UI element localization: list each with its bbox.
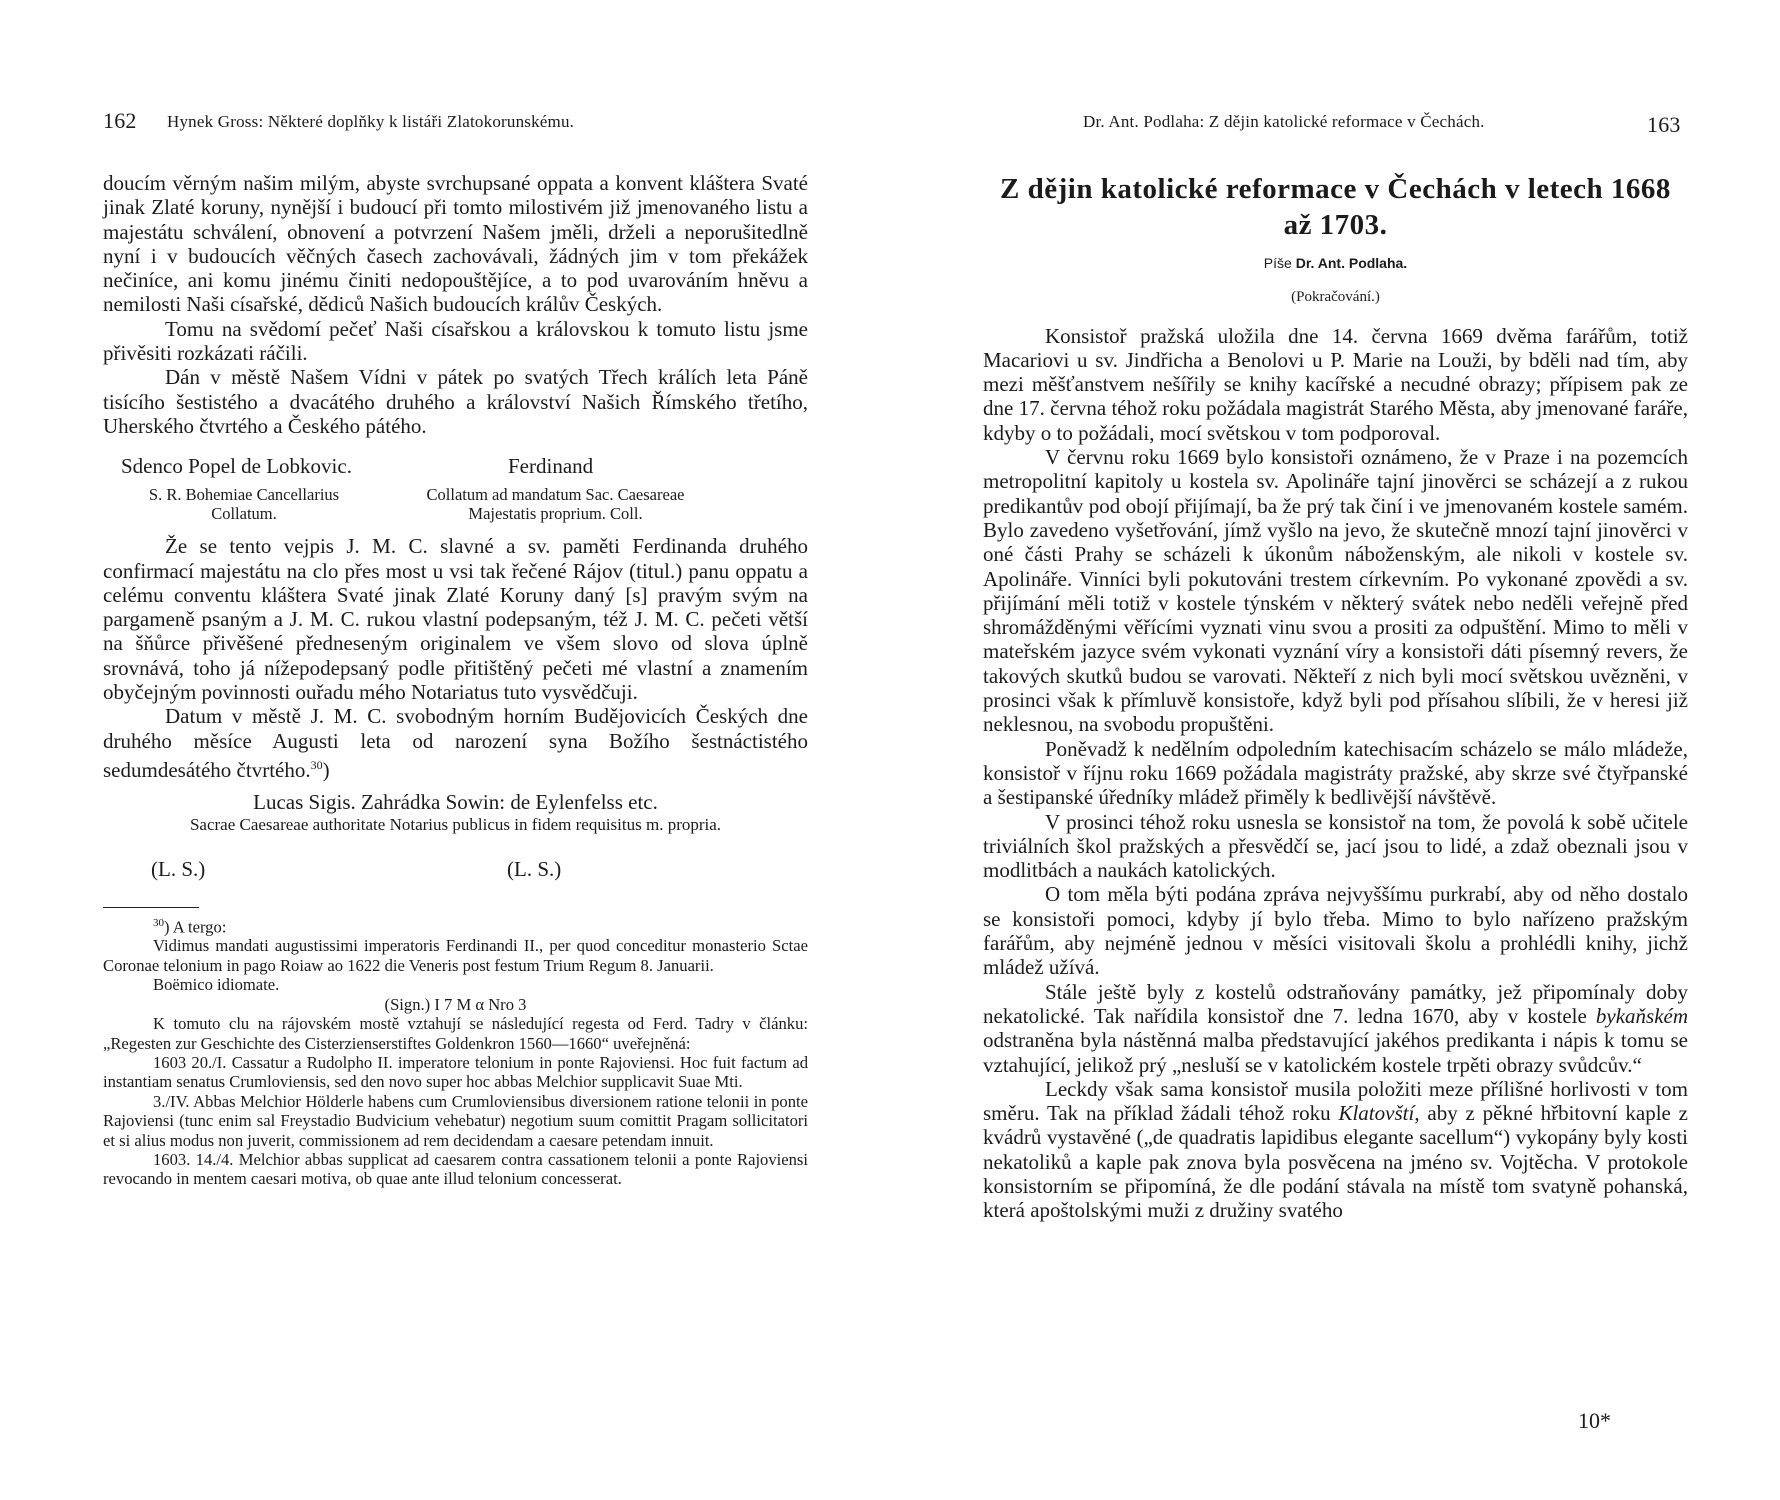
- right-header-title: Dr. Ant. Podlaha: Z dějin katolické reformace v Čechách.: [1083, 112, 1485, 131]
- left-paragraph-2: Tomu na svědomí pečeť Naši císařskou a královskou k tomuto listu jsme přivěsiti rozkázati ráčili.: [103, 316, 808, 366]
- footnote-lead-text: ) A tergo:: [164, 917, 227, 937]
- footnote-line-2: Boëmico idiomate.: [153, 975, 280, 995]
- left-paragraph-3: Dán v městě Našem Vídni v pátek po svatých Třech králích leta Páně tisícího šestistého a dvacátého druhého a království Našich Římského třetího, Uherského čtvrtého a Českého pátého.: [103, 365, 808, 438]
- footnote-more-4: 1603. 14./4. Melchior abbas supplicat ad caesarem contra cassationem telonii a ponte Rajoviensi revocando in mentem caesari motiva, ob quae ante illud telonium concesserat.: [103, 1149, 808, 1189]
- right-paragraph-7: [983, 1077, 1688, 1223]
- signature-ferdinand-title-line2: Majestatis proprium. Coll.: [468, 504, 643, 524]
- left-paragraph-5-text: Datum v městě J. M. C. svobodným horním Budějovicích Českých dne druhého měsíce Augusti leta od narození syna Božího šestnáctistého sedumdesátého čtvrtého.: [103, 704, 808, 782]
- author-name: Dr. Ant. Podlaha.: [1295, 255, 1408, 271]
- right-paragraph-4: V prosinci téhož roku usnesla se konsistoř na tom, že povolá k sobě učitele triviálních škol pražských a přesvědčí se, jací jsou to lidé, a zdaž obeznali jsou v modlitbách a naukách katolických.: [983, 809, 1688, 883]
- footnote-line-1: Vidimus mandati augustissimi imperatoris Ferdinandi II., per quod conceditur monasterio Sctae Coronae telonium in pago Roiaw ao 1622 die Veneris post festum Trium Regum 8. Januarii.: [103, 936, 808, 975]
- right-paragraph-6: [983, 980, 1688, 1077]
- right-column: [983, 171, 1688, 1223]
- right-paragraph-2: V červnu roku 1669 bylo konsistoři oznámeno, že v Praze i na pozemcích metropolitní kapitoly u kostela sv. Apolináře tajní jinověrci se scházejí a z rukou predikantův pod obojí přijímají, ba že prý tak činí i ve jmenovaném kostele samém. Bylo zavedeno vyšetřování, jímž vyšlo na jevo, že skutečně mnozí tajní jinověrci v oné části Prahy se scházeli k úkonům náboženským, ale nikoli v kostele sv. Apolináře. Vinníci byli pokutováni trestem církevním. Po vykonané zpovědi a sv. přijímání měli totiž v kostele týnském v některý svátek nebo neděli veřejně před shromážděnými věřícími vyznati vinu svou a prositi za odpuštění. Mimo to měli v mateřském jazyce svém vykonati vyznání víry a konsistoři dáti písemný revers, že takových skutků budou se varovati. Někteří z nich byli mocí světskou uvězněni, v prosinci však k přímluvě konsistoře, když byli pod přísahou slíbili, že v heresi již neklesnou, na svobodu propuštěni.: [983, 445, 1688, 737]
- right-paragraph-6-a: Stále ještě byly z kostelů odstraňovány památky, jež připomínaly doby nekatolické. Tak nařídila konsistoř dne 7. ledna 1670, aby v kostele: [983, 979, 1688, 1028]
- left-paragraph-1: doucím věrným našim milým, abyste svrchupsané oppata a konvent kláštera Svaté jinak Zlaté koruny, nynější i budoucí při tomto milostivém již jmenovaného listu a majestátu schválení, obnovení a potvrzení Našem jměli, drželi a neporušitedlně nyní i v budoucích věčných časech zachovávali, žádných jim v tom překážek nečiníce, ani komu jinému činiti nedopouštějíce, a to pod uvarováním hněvu a nemilosti Naši císařské, dědiců Našich budoucích králův Českých.: [103, 171, 808, 317]
- right-paragraph-1: Konsistoř pražská uložila dne 14. června 1669 dvěma farářům, totiž Macariovi u sv. Jindřicha a Benolovi u P. Marie na Louži, by bděli nad tím, aby mezi měšťanstvem nešířily se knihy kacířské a necudné obrazy; přípisem pak ze dne 17. června téhož roku požádala magistrát Starého Města, aby jmenované faráře, kdyby o to požádali, mocí světskou v tom podporoval.: [983, 323, 1688, 445]
- signatures-block: [103, 454, 808, 526]
- right-page: [890, 0, 1780, 1500]
- footnote-sign: (Sign.) I 7 M α Nro 3: [384, 994, 527, 1014]
- seal-marks: [103, 849, 808, 889]
- signature-lobkovic: Sdenco Popel de Lobkovic.: [121, 454, 352, 479]
- signature-ferdinand: Ferdinand: [508, 454, 594, 479]
- article-title: Z dějin katolické reformace v Čechách v letech 1668 až 1703.: [1000, 173, 1671, 241]
- signature-mark: 10*: [1578, 1408, 1611, 1433]
- left-paragraph-4: Že se tento vejpis J. M. C. slavné a sv. paměti Ferdinanda druhého confirmací majestátu na clo přes most u vsi tak řečené Rájov (titul.) panu oppatu a celému conventu kláštera Svaté jinak Zlaté Koruny daný [s] pravým svým na pargameně psaným a J. M. C. rukou vlastní podepsaným, též J. M. C. pečeti větší na šňůrce přivěšené předneseným originalem ve všem slovo od slova úplně srovnává, toho já nížepodepsaný podle přitištěný pečeti mé vlastní a znamením obyčejným povinnosti ouřadu mého Notariatus tuto vysvědčuji.: [103, 534, 808, 705]
- footnote-marker: 30: [153, 916, 164, 929]
- notary-subline: Sacrae Caesareae authoritate Notarius publicus in fidem requisitus m. propria.: [189, 814, 722, 834]
- author-prefix: Píše: [1263, 255, 1292, 271]
- footnote-more-2: 1603 20./I. Cassatur a Rudolpho II. imperatore telonium in ponte Rajoviensi. Hoc fuit factum ad instantiam senatus Crumloviensis, sed den novo super hoc abbas Melchior supplicavit Suae Mti.: [103, 1052, 808, 1092]
- left-paragraph-5: Datum v městě J. M. C. svobodným horním Budějovicích Českých dne druhého měsíce Augusti leta od narození syna Božího šestnáctistého sedumdesátého čtvrtého.$^{30}$): [103, 704, 808, 782]
- continuation-note: (Pokračování.): [1291, 289, 1380, 306]
- article-author: [983, 251, 1688, 275]
- signature-lobkovic-title-line1: S. R. Bohemiae Cancellarius: [148, 485, 340, 505]
- footnote-30: [103, 914, 808, 1189]
- right-paragraph-5: O tom měla býti podána zpráva nejvyššímu purkrabí, aby od něho dostalo se konsistoři pomoci, kdyby jí bylo třeba. Mimo to bylo nařízeno pražským farářům, aby nejméně jednou v měsíci visitovali školu a prohlédli knihy, jichž mládež užívá.: [983, 882, 1688, 980]
- signature-ferdinand-title-line1: Collatum ad mandatum Sac. Caesareae: [426, 485, 685, 505]
- signature-lobkovic-title-line2: Collatum.: [211, 504, 277, 524]
- right-paragraph-7-a: Leckdy však sama konsistoř musila položiti meze přílišné horlivosti v tom směru. Tak na příklad žádali téhož roku: [983, 1076, 1688, 1126]
- signature-lobkovic-title: [133, 485, 355, 523]
- footnote-ref-30: 30: [310, 757, 323, 772]
- notary-line: Lucas Sigis. Zahrádka Sowin: de Eylenfelss etc.: [253, 790, 658, 815]
- page-number-162: 162: [103, 108, 137, 133]
- footnote-lead: [103, 914, 808, 937]
- footnote-rule: [103, 907, 199, 908]
- left-column: [103, 171, 808, 1189]
- footnote-more-3: 3./IV. Abbas Melchior Hölderle habens cum Crumloviensibus diversionem ratione telonii in ponte Rajoviensi (tunc enim sal Freystadio Budvicium vehebatur) negotium suum comittit Pragam sollicitatori et si alius modus non juverit, commissionem ad rem decidendam a caesare petendam innuit.: [103, 1091, 808, 1150]
- right-paragraph-6-italic: bykaňském: [1595, 1003, 1688, 1028]
- right-paragraph-7-b: , aby z pěkné hřbitovní kaple z kvádrů vystavěné („de quadratis lapidibus elegante sacellum“) vykopány byly kosti nekatoliků a kaple pak znova byla posvěcena na jméno sv. Vojtěcha. V protokole konsistorním se připomíná, že dle podání stávala na místě tom svatyně pohanská, která apoštolskými muži z družiny svatého: [983, 1101, 1689, 1223]
- left-header-title: Hynek Gross: Některé doplňky k listáři Zlatokorunskému.: [167, 112, 575, 131]
- right-paragraph-7-italic: Klatovští: [1338, 1101, 1415, 1126]
- right-paragraph-6-b: odstraněna byla nástěnná malba představující jakéhos predikanta i nápis k tomu se vztahující, jelikož prý „nesluší se v katolickém kostele trpěti obrazy svůdcův.“: [983, 1028, 1688, 1077]
- signature-ferdinand-title: [403, 485, 708, 523]
- seal-mark-left: (L. S.): [151, 856, 206, 881]
- footnote-more-1: K tomuto clu na rájovském mostě vztahují se následující regesta od Ferd. Tadry v článku: „Regesten zur Geschichte des Cisterzienserstiftes Goldenkron 1560—1660“ uveřejněná:: [103, 1014, 808, 1053]
- right-paragraph-3: Poněvadž k nedělním odpoledním katechisacím scházelo se málo mládeže, konsistoř v říjnu roku 1669 požádala magistráty pražské, aby skrze své čtyřpanské a šestipanské úředníky mládež přiměly k bedlivější návštěvě.: [983, 736, 1688, 810]
- seal-mark-right: (L. S.): [507, 856, 562, 881]
- page-number-163: 163: [1647, 112, 1681, 137]
